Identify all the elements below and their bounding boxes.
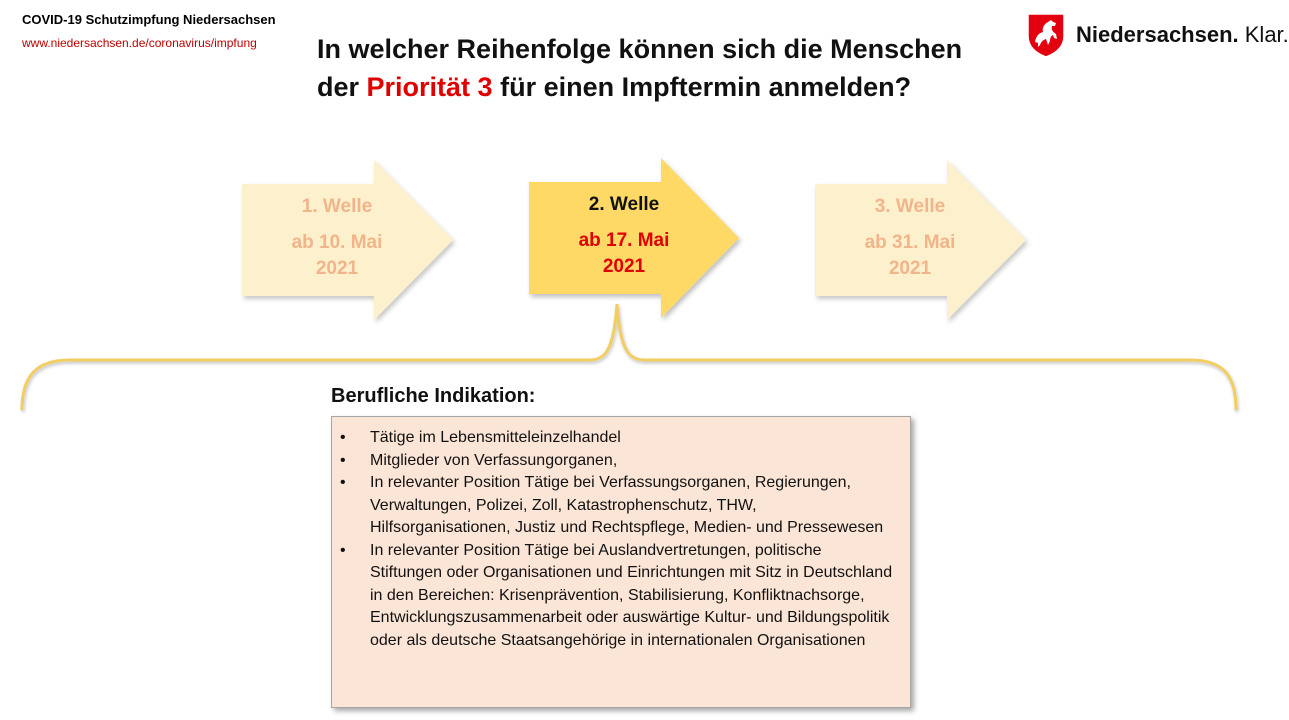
wave-1-year: 2021 — [315, 258, 359, 279]
list-item: • In relevanter Position Tätige bei Auslandvertretungen, politische Stiftungen oder Organisationen und Einrichtungen mit Sitz in Deutschland in den Bereichen: Krisenprävention, Stabilisierung, Konfliktnachsorge, Entwicklungszusammenarbeit oder auswärtige Kultur- und Bildungspolitik oder als deutsche Staatsangehörige in internationalen Organisationen — [340, 540, 896, 653]
headline-suffix: für einen Impftermin anmelden? — [492, 72, 912, 102]
indication-list — [332, 417, 910, 652]
wave-1-title: 1. Welle — [301, 196, 373, 217]
wave-3-title: 3. Welle — [874, 196, 946, 217]
wave-2-arrow — [529, 158, 744, 318]
logo-brand: Niedersachsen. — [1076, 22, 1239, 47]
wave-1-arrow — [242, 160, 457, 320]
page-title — [317, 30, 1017, 106]
wave-3-arrow — [815, 160, 1030, 320]
list-item: • In relevanter Position Tätige bei Verfassungsorganen, Regierungen, Verwaltungen, Polizei, Zoll, Katastrophenschutz, THW, Hilfsorganisationen, Justiz und Rechtspflege, Medien- und Pressewesen — [340, 472, 896, 540]
headline-highlight: Priorität 3 — [366, 72, 493, 102]
list-item: • Mitglieder von Verfassungorganen, — [340, 450, 896, 473]
headline-prefix: der — [317, 72, 367, 102]
niedersachsen-logo — [1026, 12, 1289, 60]
list-item: • Tätige im Lebensmitteleinzelhandel — [340, 427, 896, 450]
logo-text — [1076, 22, 1289, 48]
indication-title: Berufliche Indikation: — [331, 385, 536, 407]
indication-list-box — [331, 416, 911, 708]
headline-line2 — [317, 68, 1017, 106]
wave-2-date: ab 17. Mai — [578, 230, 670, 251]
wave-3-year: 2021 — [888, 258, 932, 279]
wave-1-date: ab 10. Mai — [291, 232, 383, 253]
headline-line1: In welcher Reihenfolge können sich die Menschen — [317, 34, 963, 64]
wave-3-date: ab 31. Mai — [864, 232, 956, 253]
wave-2-year: 2021 — [602, 256, 646, 277]
logo-claim: Klar. — [1238, 22, 1289, 47]
wave-2-title: 2. Welle — [588, 194, 660, 215]
header-title: COVID-19 Schutzimpfung Niedersachsen — [22, 12, 276, 27]
horse-crest-icon — [1026, 12, 1066, 58]
header-url[interactable]: www.niedersachsen.de/coronavirus/impfung — [22, 36, 257, 50]
curly-brace — [0, 300, 1280, 420]
